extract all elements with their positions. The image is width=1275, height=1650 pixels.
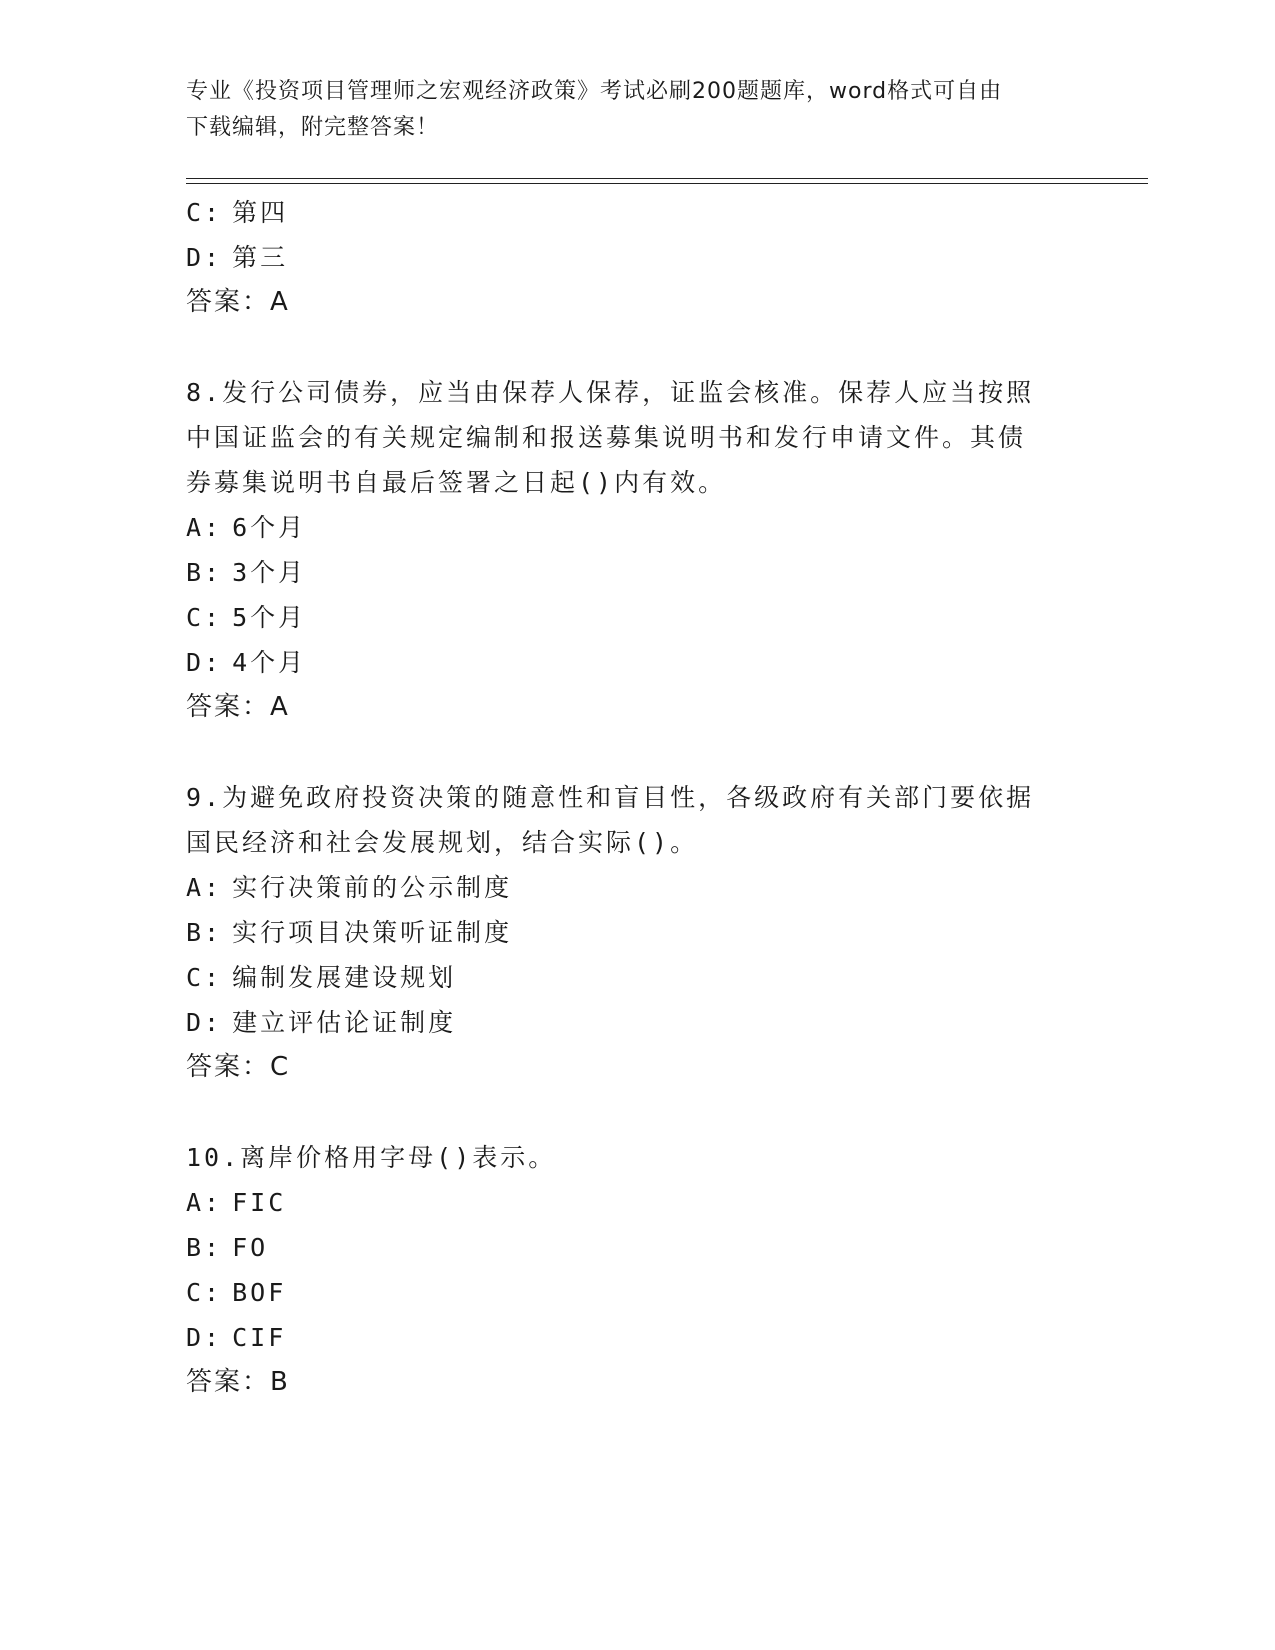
answer-line: 答案：A: [186, 287, 290, 317]
question-9: [186, 775, 1066, 1090]
option-d: D: 第三: [186, 243, 289, 272]
option-b: B: 3个月: [186, 558, 307, 587]
option-c: C: 5个月: [186, 603, 307, 632]
option-d: D: CIF: [186, 1323, 287, 1352]
option-c: C: 编制发展建设规划: [186, 963, 457, 992]
question-10: [186, 1135, 1066, 1405]
option-b: B: 实行项目决策听证制度: [186, 918, 513, 947]
option-a: A: FIC: [186, 1188, 287, 1217]
question-text: 10.离岸价格用字母()表示。: [186, 1143, 557, 1172]
option-d: D: 4个月: [186, 648, 307, 677]
question-text: 8.发行公司债券，应当由保荐人保荐，证监会核准。保荐人应当按照 中国证监会的有关规定编制和报送募集说明书和发行申请文件。其债 券募集说明书自最后签署之日起()内有效。: [186, 378, 1035, 497]
header-line-1: 专业《投资项目管理师之宏观经济政策》考试必刷200题题库，word格式可自由: [186, 79, 1003, 104]
option-a: A: 实行决策前的公示制度: [186, 873, 513, 902]
header-rule-bottom: [186, 183, 1148, 184]
header-rule-top: [186, 178, 1148, 179]
question-7-tail: [186, 190, 1066, 325]
document-header: [186, 74, 1066, 146]
question-8: [186, 370, 1066, 730]
option-c: C: 第四: [186, 198, 289, 227]
option-a: A: 6个月: [186, 513, 307, 542]
answer-line: 答案：B: [186, 1367, 290, 1397]
header-line-2: 下载编辑，附完整答案！: [186, 115, 440, 140]
answer-line: 答案：C: [186, 1052, 291, 1082]
answer-line: 答案：A: [186, 692, 290, 722]
option-d: D: 建立评估论证制度: [186, 1008, 457, 1037]
option-c: C: BOF: [186, 1278, 287, 1307]
question-text: 9.为避免政府投资决策的随意性和盲目性，各级政府有关部门要依据 国民经济和社会发展规划，结合实际()。: [186, 783, 1035, 857]
question-list: [186, 190, 1066, 1405]
option-b: B: FO: [186, 1233, 269, 1262]
